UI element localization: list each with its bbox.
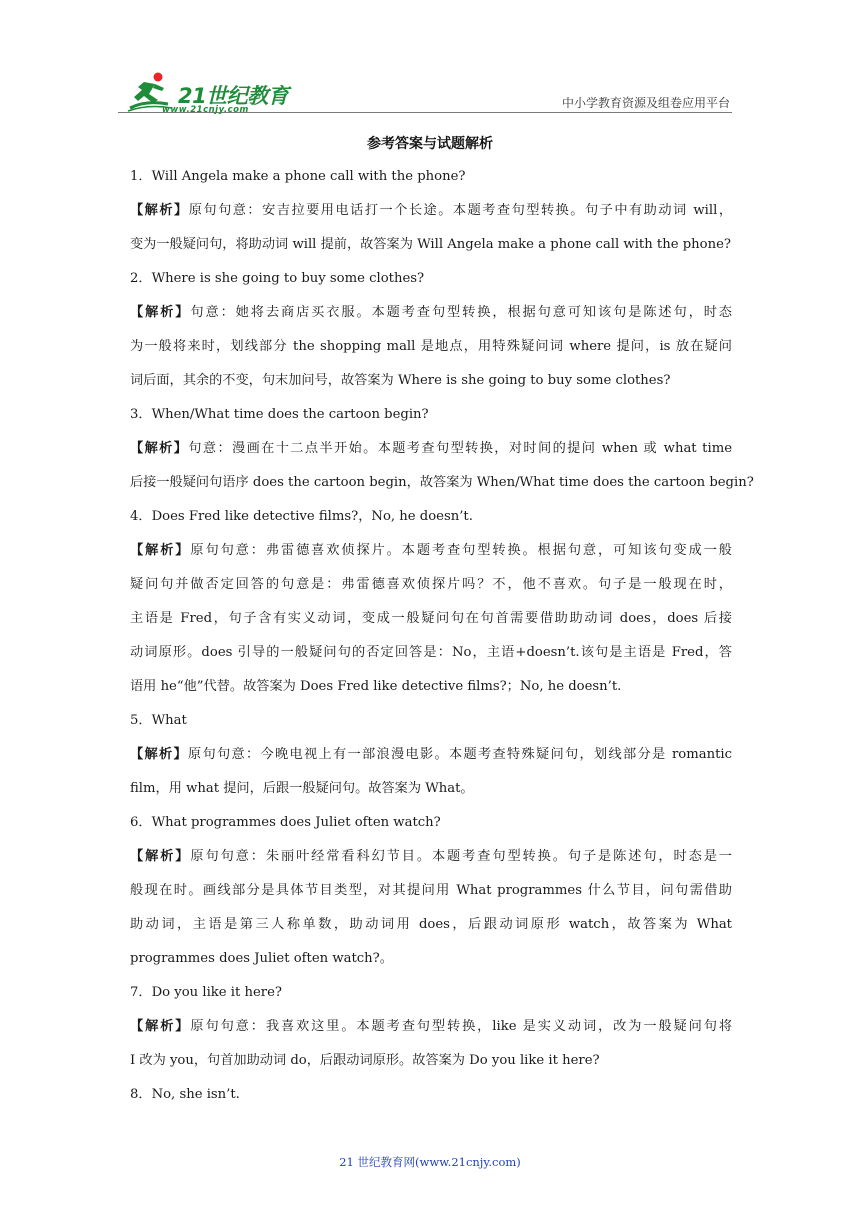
logo bbox=[122, 70, 297, 116]
line-text: 8．No, she isn’t. bbox=[130, 1087, 240, 1102]
line-text: 语用 he“他”代替。故答案为 Does Fred like detective films?；No, he doesn’t. bbox=[130, 679, 622, 694]
answer-line bbox=[130, 160, 732, 194]
answer-line bbox=[130, 704, 732, 738]
line-text: 后接一般疑问句语序 does the cartoon begin，故答案为 When/What time does the cartoon begin? bbox=[130, 475, 754, 490]
line-text: I 改为 you，句首加助动词 do，后跟动词原形。故答案为 Do you like it here? bbox=[130, 1053, 600, 1068]
line-text: 2．Where is she going to buy some clothes? bbox=[130, 271, 425, 286]
analysis-tag: 【解析】 bbox=[130, 441, 189, 456]
line-text: programmes does Juliet often watch?。 bbox=[130, 951, 393, 966]
explanation-line bbox=[130, 228, 732, 262]
explanation-line bbox=[130, 670, 732, 704]
explanation-line bbox=[130, 908, 732, 942]
line-text: 原句句意：安吉拉要用电话打一个长途。本题考查句型转换。句子中有助动词 will， bbox=[188, 203, 733, 218]
line-text: 5．What bbox=[130, 713, 187, 728]
analysis-tag: 【解析】 bbox=[130, 1019, 191, 1034]
explanation-line bbox=[130, 534, 732, 568]
footer-link[interactable]: 21 世纪教育网(www.21cnjy.com) bbox=[339, 1155, 521, 1169]
answer-line bbox=[130, 500, 732, 534]
answer-line bbox=[130, 976, 732, 1010]
explanation-line bbox=[130, 466, 754, 500]
line-text: 原句句意：弗雷德喜欢侦探片。本题考查句型转换。根据句意，可知该句变成一般 bbox=[190, 543, 732, 558]
explanation-line bbox=[130, 1044, 732, 1078]
line-text: 动词原形。does 引导的一般疑问句的否定回答是：No，主语+doesn’t.该句是主语是 Fred，答 bbox=[130, 645, 732, 660]
explanation-line bbox=[130, 772, 732, 806]
line-text: 1．Will Angela make a phone call with the phone? bbox=[130, 169, 466, 184]
explanation-line bbox=[130, 636, 732, 670]
analysis-tag: 【解析】 bbox=[130, 849, 191, 864]
line-text: 变为一般疑问句，将助动词 will 提前，故答案为 Will Angela make a phone call with the phone? bbox=[130, 237, 731, 252]
line-text: 句意：漫画在十二点半开始。本题考查句型转换，对时间的提问 when 或 what time bbox=[188, 441, 733, 456]
explanation-line bbox=[130, 874, 732, 908]
page-title: 参考答案与试题解析 bbox=[367, 136, 493, 152]
analysis-tag: 【解析】 bbox=[130, 203, 189, 218]
explanation-line bbox=[130, 296, 732, 330]
line-text: 词后面，其余的不变，句末加问号，故答案为 Where is she going to buy some clothes? bbox=[130, 373, 671, 388]
explanation-line bbox=[130, 1010, 732, 1044]
explanation-line bbox=[130, 330, 732, 364]
line-text: 助动词，主语是第三人称单数，助动词用 does，后跟动词原形 watch，故答案为 What bbox=[130, 917, 732, 932]
explanation-line bbox=[130, 738, 732, 772]
explanation-line bbox=[130, 568, 732, 602]
line-text: 般现在时。画线部分是具体节目类型，对其提问用 What programmes 什么节目，问句需借助 bbox=[130, 883, 732, 898]
explanation-line bbox=[130, 364, 732, 398]
line-text: 3．When/What time does the cartoon begin? bbox=[130, 407, 429, 422]
line-text: 7．Do you like it here? bbox=[130, 985, 282, 1000]
explanation-line bbox=[130, 840, 732, 874]
analysis-tag: 【解析】 bbox=[130, 305, 191, 320]
explanation-line bbox=[130, 194, 732, 228]
page-header bbox=[118, 62, 732, 113]
logo-url: www.21cnjy.com bbox=[162, 105, 249, 115]
platform-tagline: 中小学教育资源及组卷应用平台 bbox=[561, 96, 730, 110]
answer-line bbox=[130, 806, 732, 840]
line-text: 原句句意：今晚电视上有一部浪漫电影。本题考查特殊疑问句，划线部分是 romantic bbox=[188, 747, 732, 762]
line-text: 原句句意：我喜欢这里。本题考查句型转换，like 是实义动词，改为一般疑问句将 bbox=[190, 1019, 733, 1034]
explanation-line bbox=[130, 432, 732, 466]
line-text: 疑问句并做否定回答的句意是：弗雷德喜欢侦探片吗？不，他不喜欢。句子是一般现在时， bbox=[130, 577, 732, 592]
answer-line bbox=[130, 1078, 732, 1112]
line-text: 为一般将来时，划线部分 the shopping mall 是地点，用特殊疑问词 where 提问，is 放在疑问 bbox=[130, 339, 732, 354]
line-text: 4．Does Fred like detective films?，No, he doesn’t. bbox=[130, 509, 473, 524]
line-text: 6．What programmes does Juliet often watch? bbox=[130, 815, 441, 830]
logo-text: 21世纪教育 bbox=[178, 84, 289, 108]
answer-line bbox=[130, 398, 732, 432]
analysis-tag: 【解析】 bbox=[130, 543, 191, 558]
analysis-tag: 【解析】 bbox=[130, 747, 188, 762]
line-text: 原句句意：朱丽叶经常看科幻节目。本题考查句型转换。句子是陈述句，时态是一 bbox=[190, 849, 732, 864]
answer-line bbox=[130, 262, 732, 296]
answer-content bbox=[130, 160, 754, 1112]
line-text: film，用 what 提问，后跟一般疑问句。故答案为 What。 bbox=[130, 781, 474, 796]
line-text: 主语是 Fred，句子含有实义动词，变成一般疑问句在句首需要借助助动词 does，does 后接 bbox=[130, 611, 732, 626]
explanation-line bbox=[130, 602, 732, 636]
explanation-line bbox=[130, 942, 732, 976]
line-text: 句意：她将去商店买衣服。本题考查句型转换，根据句意可知该句是陈述句，时态 bbox=[190, 305, 732, 320]
